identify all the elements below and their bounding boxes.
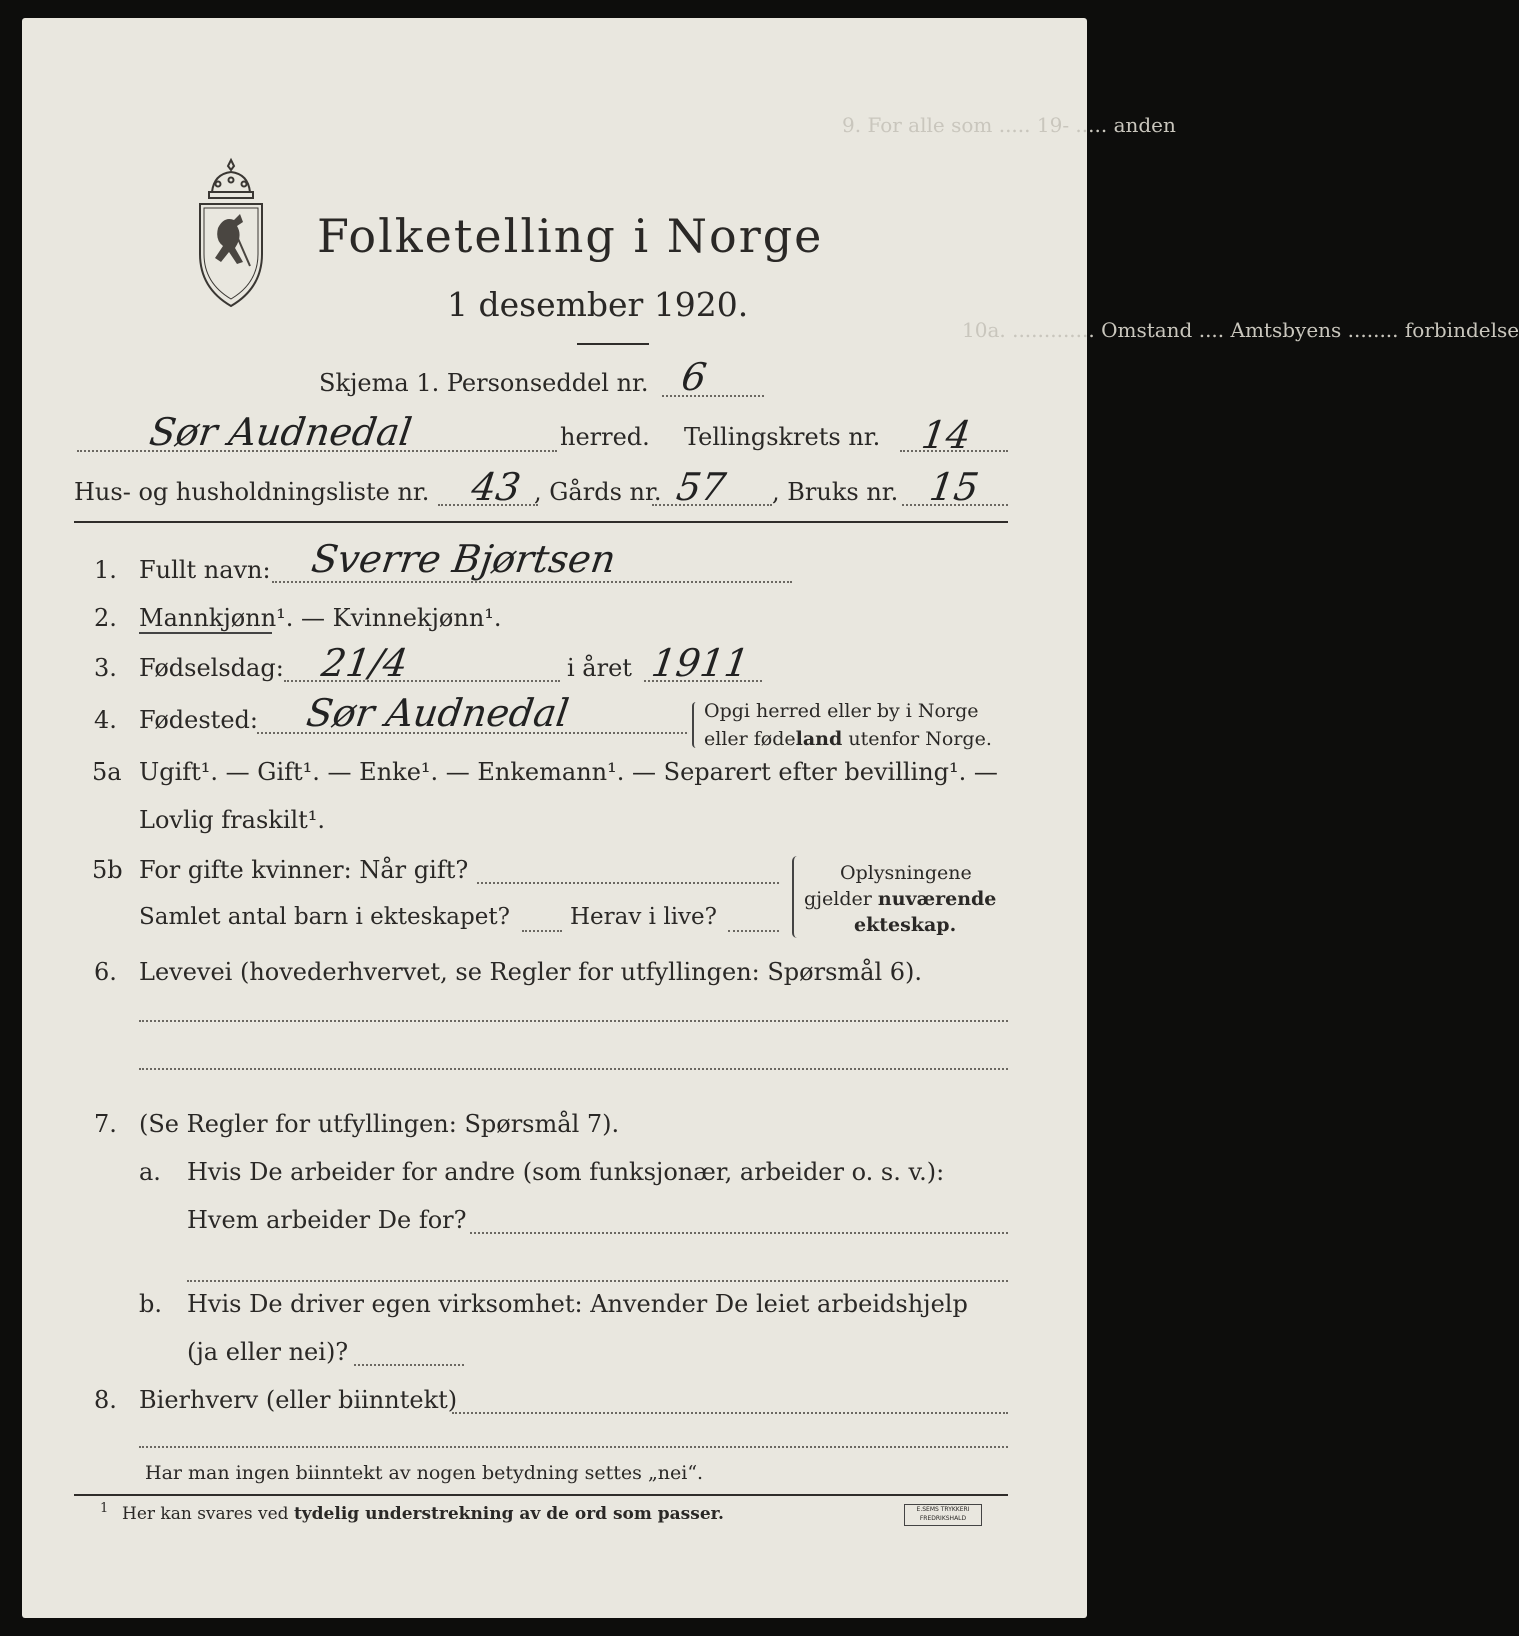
q5b-label: For gifte kvinner: Når gift? bbox=[139, 856, 469, 884]
q4-label: Fødested: bbox=[139, 706, 258, 734]
q5a-number: 5a bbox=[92, 758, 122, 786]
birth-year-value: 1911 bbox=[648, 641, 752, 685]
birthdate-value: 21/4 bbox=[318, 641, 411, 685]
tellingskrets-value: 14 bbox=[918, 413, 974, 457]
q5b-alive-field-line bbox=[728, 930, 779, 932]
q1-field-line bbox=[272, 581, 792, 583]
q7b-label-continued: (ja eller nei)? bbox=[187, 1338, 349, 1366]
bleed-through-text: 10a. ............. Omstand .... Amtsbyens ........ forbindelse bbox=[962, 318, 1519, 342]
printer-stamp bbox=[904, 1504, 982, 1526]
census-form-page bbox=[22, 18, 1519, 1618]
birthplace-value: Sør Audnedal bbox=[303, 691, 572, 735]
form-title: Folketelling i Norge bbox=[317, 209, 824, 263]
q5a-label-continued: Lovlig fraskilt¹. bbox=[139, 806, 326, 834]
husliste-value: 43 bbox=[468, 465, 524, 509]
herred-value: Sør Audnedal bbox=[146, 410, 415, 454]
q7b-label: Hvis De driver egen virksomhet: Anvender De leiet arbeidshjelp bbox=[187, 1290, 968, 1318]
q4-note-line2: eller fødeland utenfor Norge. bbox=[704, 728, 992, 750]
q8-note: Har man ingen biinntekt av nogen betydning settes „nei“. bbox=[145, 1462, 704, 1484]
q1-number: 1. bbox=[94, 556, 117, 584]
q7b-letter: b. bbox=[139, 1290, 162, 1318]
q5b-married-field-line bbox=[477, 882, 779, 884]
personseddel-number: 6 bbox=[678, 355, 710, 399]
bruks-label: , Bruks nr. bbox=[772, 478, 899, 506]
footnote-mark: 1 bbox=[100, 1501, 109, 1516]
q2-label: Mannkjønn¹. — Kvinnekjønn¹. bbox=[139, 604, 502, 632]
q4-note-brace bbox=[692, 702, 700, 748]
q8-field-line-1 bbox=[452, 1412, 1008, 1414]
q7a-field-line-2 bbox=[187, 1280, 1008, 1282]
q3-year-label: i året bbox=[567, 654, 632, 682]
herred-label: herred. bbox=[560, 423, 650, 451]
q3-label: Fødselsdag: bbox=[139, 654, 284, 682]
q4-note-line1: Opgi herred eller by i Norge bbox=[704, 700, 979, 722]
q5b-note-line1: Oplysningene bbox=[840, 862, 972, 884]
q5b-children-label: Samlet antal barn i ekteskapet? bbox=[139, 904, 510, 930]
q8-field-line-2 bbox=[139, 1446, 1008, 1448]
q6-field-line-2 bbox=[139, 1068, 1008, 1070]
gards-value: 57 bbox=[673, 465, 729, 509]
q7a-letter: a. bbox=[139, 1158, 161, 1186]
q5b-note-line2: gjelder nuværende bbox=[804, 888, 997, 910]
q4-number: 4. bbox=[94, 706, 117, 734]
full-name-value: Sverre Bjørtsen bbox=[308, 537, 619, 581]
q5b-number: 5b bbox=[92, 856, 123, 884]
q1-label: Fullt navn: bbox=[139, 556, 271, 584]
norwegian-coat-of-arms-icon bbox=[192, 156, 270, 311]
q5b-children-field-line bbox=[522, 930, 562, 932]
q7-label: (Se Regler for utfyllingen: Spørsmål 7). bbox=[139, 1110, 620, 1138]
gards-label: , Gårds nr. bbox=[534, 478, 662, 506]
census-date: 1 desember 1920. bbox=[447, 285, 749, 324]
printer-stamp-line2: FREDRIKSHALD bbox=[919, 1515, 967, 1522]
q6-field-line-1 bbox=[139, 1020, 1008, 1022]
skjema-label: Skjema 1. Personseddel nr. bbox=[319, 369, 649, 397]
q8-label: Bierhverv (eller biinntekt) bbox=[139, 1386, 458, 1414]
q6-label: Levevei (hovederhvervet, se Regler for utfyllingen: Spørsmål 6). bbox=[139, 958, 923, 986]
footer-divider bbox=[74, 1494, 1008, 1496]
footnote-text: Her kan svares ved tydelig understrekning av de ord som passer. bbox=[122, 1504, 724, 1524]
bleed-through-text: 9. For alle som ..... 19- ..... anden bbox=[842, 113, 1176, 137]
q5b-note-brace bbox=[792, 856, 802, 938]
q5b-alive-label: Herav i live? bbox=[570, 904, 717, 930]
header-divider bbox=[74, 521, 1008, 523]
printer-stamp-line1: E.SEMS TRYKKERI bbox=[916, 1506, 970, 1513]
q7a-field-line-1 bbox=[470, 1232, 1008, 1234]
q7-number: 7. bbox=[94, 1110, 117, 1138]
title-divider bbox=[577, 343, 649, 345]
q8-number: 8. bbox=[94, 1386, 117, 1414]
q7a-employer-label: Hvem arbeider De for? bbox=[187, 1206, 467, 1234]
q2-number: 2. bbox=[94, 604, 117, 632]
personseddel-field-line bbox=[662, 395, 764, 397]
bruks-value: 15 bbox=[926, 465, 982, 509]
tellingskrets-label: Tellingskrets nr. bbox=[684, 423, 881, 451]
q7b-field-line bbox=[354, 1364, 464, 1366]
mannkjonn-underline bbox=[139, 632, 272, 634]
q3-number: 3. bbox=[94, 654, 117, 682]
q5a-label: Ugift¹. — Gift¹. — Enke¹. — Enkemann¹. — Separert efter bevilling¹. — bbox=[139, 758, 998, 786]
q5b-note-line3: ekteskap. bbox=[854, 914, 957, 936]
q6-number: 6. bbox=[94, 958, 117, 986]
q7a-label: Hvis De arbeider for andre (som funksjonær, arbeider o. s. v.): bbox=[187, 1158, 945, 1186]
husliste-label: Hus- og husholdningsliste nr. bbox=[74, 478, 430, 506]
